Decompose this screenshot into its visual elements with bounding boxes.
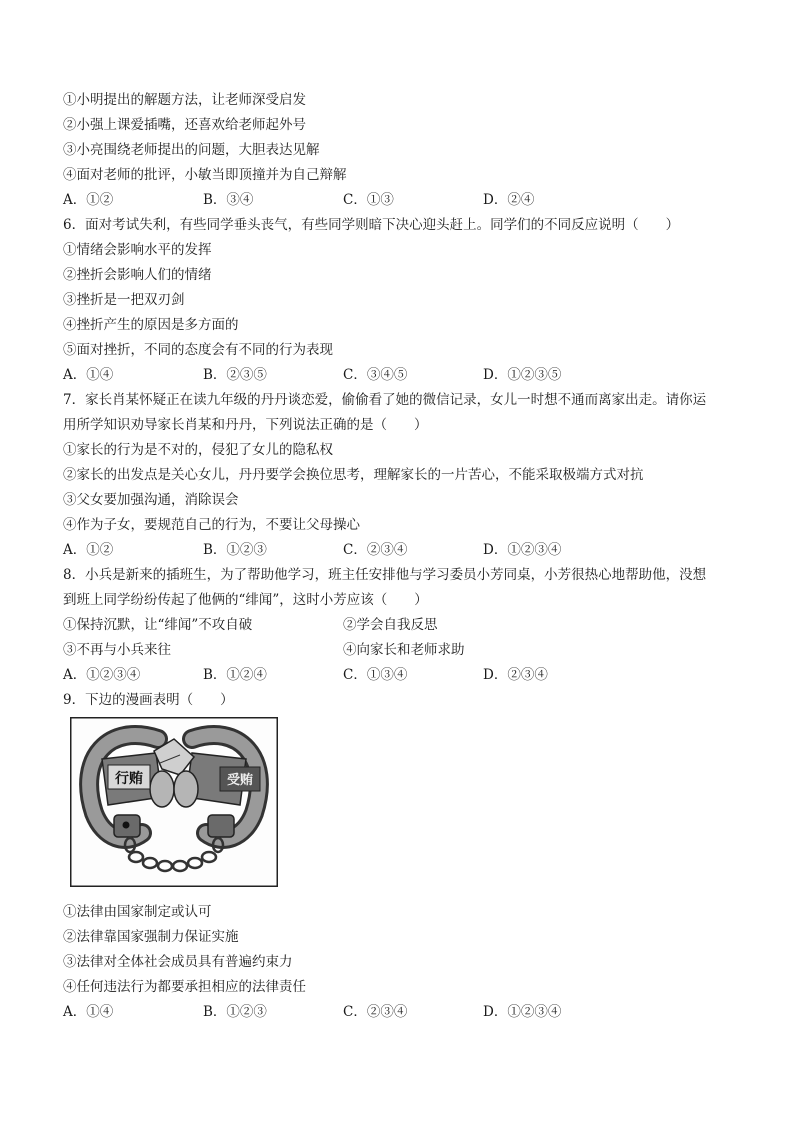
q9-item-2: ②法律靠国家强制力保证实施 (63, 929, 239, 945)
q5-item-1: ①小明提出的解题方法，让老师深受启发 (63, 92, 306, 108)
q8-stem-line-2: 到班上同学纷纷传起了他俩的“绯闻”，这时小芳应该（ ） (63, 592, 428, 608)
q6-option-b: B．②③⑤ (203, 367, 267, 383)
q7-item-2: ②家长的出发点是关心女儿，丹丹要学会换位思考，理解家长的一片苦心，不能采取极端方式对抗 (63, 467, 644, 483)
q5-item-2: ②小强上课爱插嘴，还喜欢给老师起外号 (63, 117, 306, 133)
q7-item-3: ③父女要加强沟通，消除误会 (63, 492, 239, 508)
q8-option-a: A．①②③④ (63, 667, 141, 683)
q8-items-row-1 (63, 615, 743, 635)
left-hand (150, 771, 174, 807)
q8-options (63, 665, 743, 685)
q9-option-d: D．①②③④ (483, 1004, 562, 1020)
q8-option-b: B．①②④ (203, 667, 267, 683)
q6-item-2: ②挫折会影响人们的情绪 (63, 267, 212, 283)
q7-item-4: ④作为子女，要规范自己的行为，不要让父母操心 (63, 517, 360, 533)
label-bribe-giver: 行贿 (115, 771, 143, 787)
q7-option-c: C．②③④ (343, 542, 408, 558)
q7-option-b: B．①②③ (203, 542, 267, 558)
q9-stem: 9．下边的漫画表明（ ） (63, 692, 234, 708)
q9-item-1: ①法律由国家制定或认可 (63, 904, 212, 920)
left-keyhole (123, 822, 130, 829)
q6-item-4: ④挫折产生的原因是多方面的 (63, 317, 239, 333)
q9-option-b: B．①②③ (203, 1004, 267, 1020)
q9-option-a: A．①④ (63, 1004, 114, 1020)
q6-item-1: ①情绪会影响水平的发挥 (63, 242, 212, 258)
q7-item-1: ①家长的行为是不对的，侵犯了女儿的隐私权 (63, 442, 333, 458)
q6-option-a: A．①④ (63, 367, 114, 383)
q8-option-c: C．①③④ (343, 667, 408, 683)
q5-option-b: B．③④ (203, 192, 254, 208)
q6-option-c: C．③④⑤ (343, 367, 408, 383)
q7-options (63, 540, 743, 560)
q6-item-5: ⑤面对挫折，不同的态度会有不同的行为表现 (63, 342, 333, 358)
handcuff-cartoon (70, 717, 278, 887)
q5-option-d: D．②④ (483, 192, 535, 208)
label-bribe-taker: 受贿 (226, 773, 254, 788)
q8-option-d: D．②③④ (483, 667, 548, 683)
q9-options (63, 1002, 743, 1022)
q9-item-3: ③法律对全体社会成员具有普遍约束力 (63, 954, 293, 970)
q6-item-3: ③挫折是一把双刃剑 (63, 292, 185, 308)
q5-item-3: ③小亮围绕老师提出的问题，大胆表达见解 (63, 142, 320, 158)
q9-option-c: C．②③④ (343, 1004, 408, 1020)
q7-stem-line-2: 用所学知识劝导家长肖某和丹丹，下列说法正确的是（ ） (63, 417, 428, 433)
q8-item-4: ④向家长和老师求助 (343, 642, 465, 658)
q7-option-a: A．①② (63, 542, 114, 558)
q5-option-a: A．①② (63, 192, 114, 208)
q7-stem-line-1: 7．家长肖某怀疑正在读九年级的丹丹谈恋爱，偷偷看了她的微信记录，女儿一时想不通而离家出走。请你运 (63, 392, 707, 408)
q7-option-d: D．①②③④ (483, 542, 562, 558)
q5-options (63, 190, 743, 210)
q8-item-2: ②学会自我反思 (343, 617, 438, 633)
handcuff-cartoon-svg (70, 717, 278, 887)
q5-item-4: ④面对老师的批评，小敏当即顶撞并为自己辩解 (63, 167, 347, 183)
q8-items-row-2 (63, 640, 743, 660)
q6-stem: 6．面对考试失利，有些同学垂头丧气，有些同学则暗下决心迎头赶上。同学们的不同反应说明（ ） (63, 217, 680, 233)
q8-item-3: ③不再与小兵来往 (63, 642, 171, 658)
q6-options (63, 365, 743, 385)
right-hand (174, 771, 198, 807)
q9-item-4: ④任何违法行为都要承担相应的法律责任 (63, 979, 306, 995)
q5-option-c: C．①③ (343, 192, 394, 208)
q8-stem-line-1: 8．小兵是新来的插班生，为了帮助他学习，班主任安排他与学习委员小芳同桌，小芳很热心地帮助他，没想 (63, 567, 707, 583)
right-cuff-lock (208, 815, 234, 837)
q8-item-1: ①保持沉默，让“绯闻”不攻自破 (63, 617, 253, 633)
q6-option-d: D．①②③⑤ (483, 367, 562, 383)
